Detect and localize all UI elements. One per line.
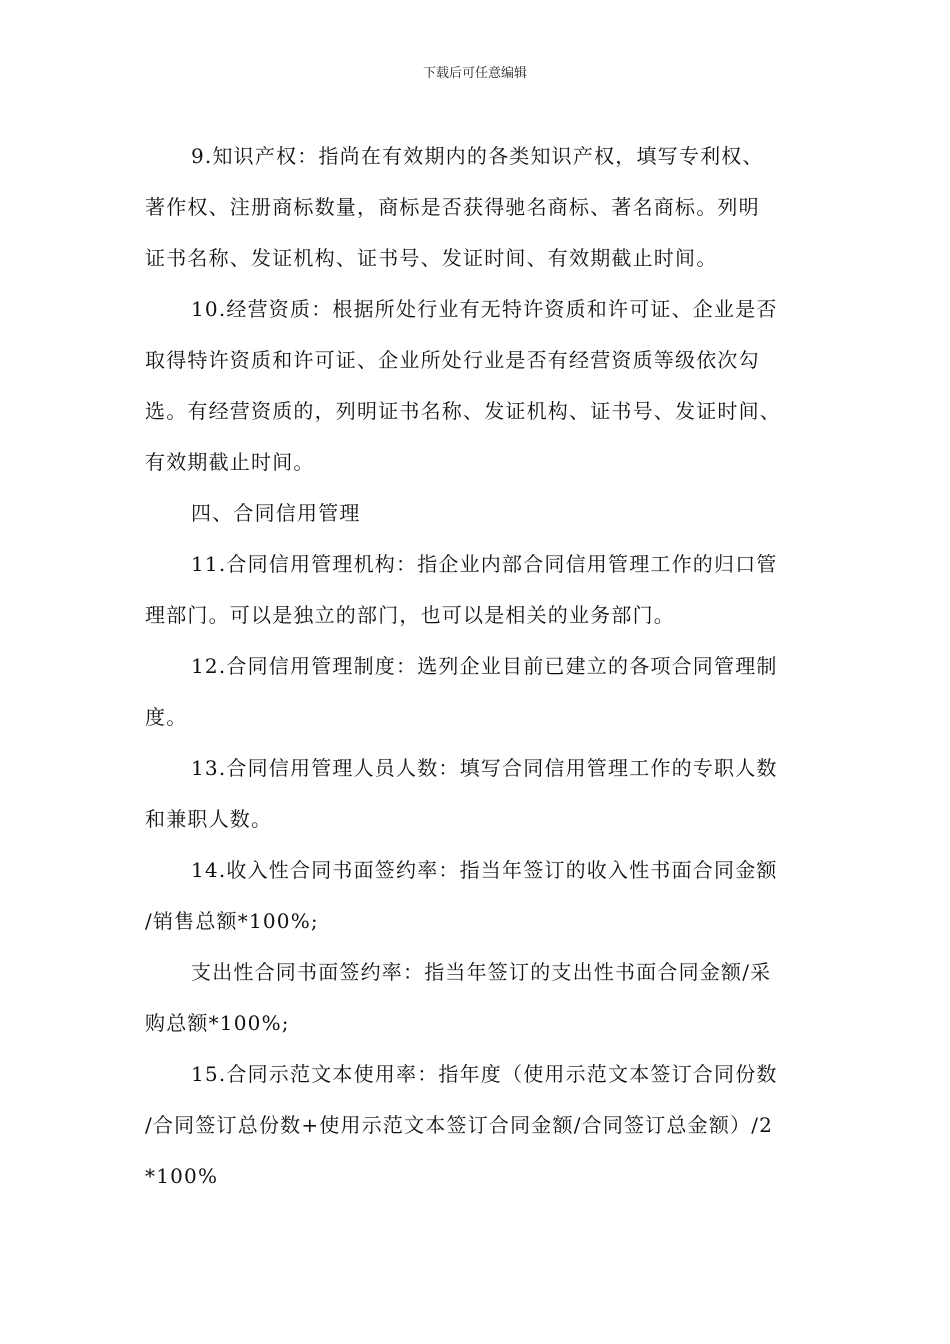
- paragraph-intellectual-property: [145, 131, 807, 284]
- paragraph-line: 度。: [145, 705, 188, 729]
- paragraph-line: 有效期截止时间。: [145, 450, 315, 474]
- paragraph-line: 证书名称、发证机构、证书号、发证时间、有效期截止时间。: [145, 246, 718, 270]
- page-header-note: 下载后可任意编辑: [422, 66, 527, 81]
- paragraph-line: 支出性合同书面签约率：指当年签订的支出性书面合同金额/采: [191, 960, 772, 984]
- paragraph-contract-credit-system: [145, 641, 807, 743]
- paragraph-line: 理部门。可以是独立的部门，也可以是相关的业务部门。: [145, 603, 675, 627]
- paragraph-line: 购总额*100%;: [145, 1011, 290, 1035]
- paragraph-contract-credit-agency: [145, 539, 807, 641]
- paragraph-line: 取得特许资质和许可证、企业所处行业是否有经营资质等级依次勾: [145, 348, 760, 372]
- paragraph-line: 12.合同信用管理制度：选列企业目前已建立的各项合同管理制: [191, 654, 778, 678]
- paragraph-line: *100%: [145, 1164, 219, 1188]
- paragraph-line: 著作权、注册商标数量，商标是否获得驰名商标、著名商标。列明: [145, 195, 760, 219]
- paragraph-business-qualification: [145, 284, 807, 488]
- paragraph-line: /销售总额*100%;: [145, 909, 319, 933]
- paragraph-expense-contract-rate: [145, 947, 807, 1049]
- paragraph-template-usage-rate: [145, 1049, 807, 1202]
- paragraph-income-contract-rate: [145, 845, 807, 947]
- paragraph-line: 13.合同信用管理人员人数：填写合同信用管理工作的专职人数: [191, 756, 778, 780]
- paragraph-line: 15.合同示范文本使用率：指年度（使用示范文本签订合同份数: [191, 1062, 778, 1086]
- paragraph-line: 选。有经营资质的，列明证书名称、发证机构、证书号、发证时间、: [145, 399, 781, 423]
- paragraph-contract-credit-staff: [145, 743, 807, 845]
- paragraph-line: 9.知识产权：指尚在有效期内的各类知识产权，填写专利权、: [191, 144, 764, 168]
- section-heading-text: 四、合同信用管理: [191, 501, 361, 525]
- section-heading-contract-credit: [145, 488, 807, 539]
- paragraph-line: 11.合同信用管理机构：指企业内部合同信用管理工作的归口管: [191, 552, 778, 576]
- paragraph-line: /合同签订总份数+使用示范文本签订合同金额/合同签订总金额）/2: [145, 1113, 774, 1137]
- paragraph-line: 和兼职人数。: [145, 807, 273, 831]
- document-body: [145, 131, 807, 1202]
- paragraph-line: 14.收入性合同书面签约率：指当年签订的收入性书面合同金额: [191, 858, 778, 882]
- paragraph-line: 10.经营资质：根据所处行业有无特许资质和许可证、企业是否: [191, 297, 778, 321]
